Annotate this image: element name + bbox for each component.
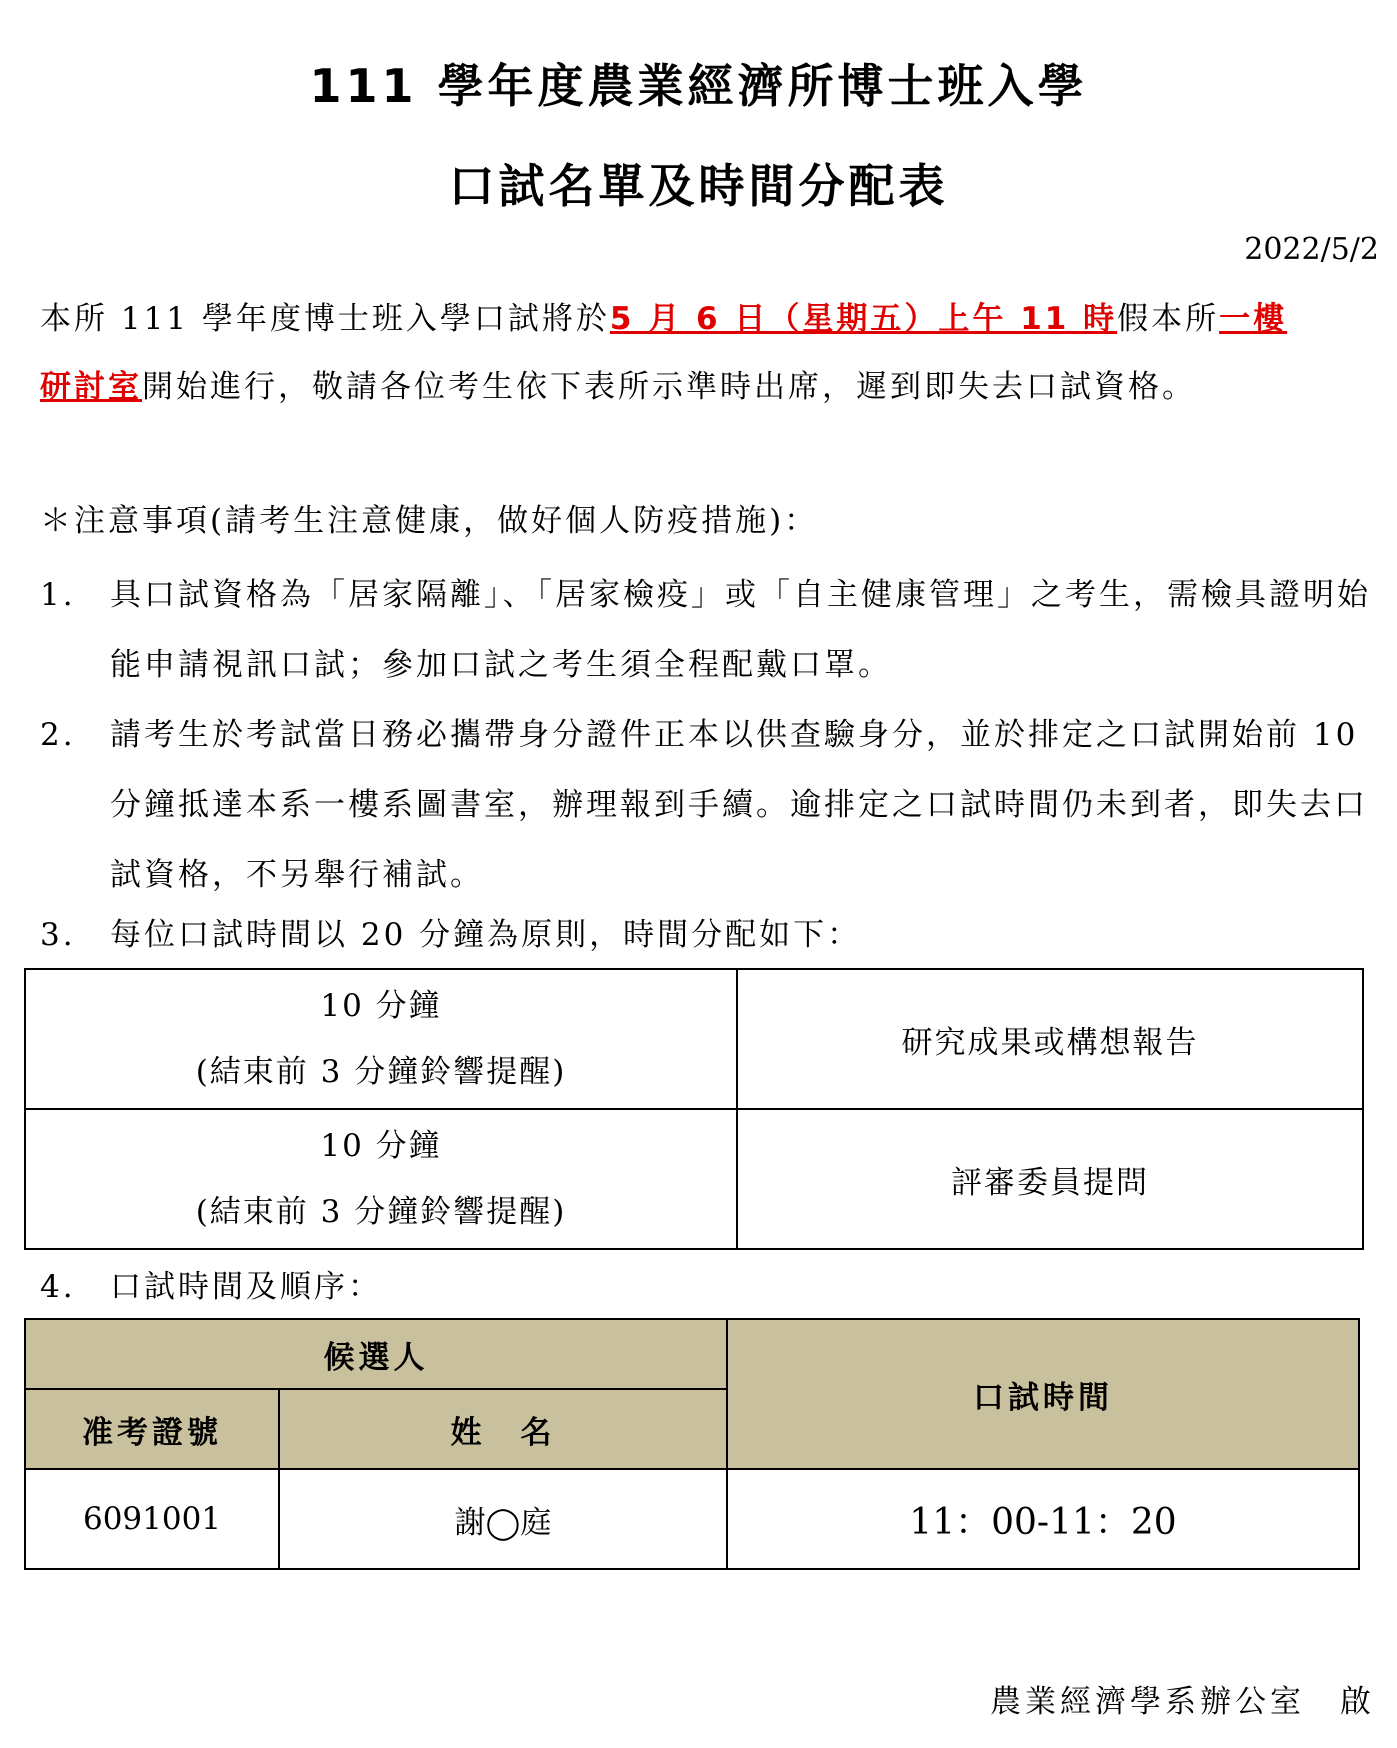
item-number: 4. [40, 1269, 76, 1305]
item-text: 具口試資格為「居家隔離」、「居家檢疫」或「自主健康管理」之考生，需檢具證明始能申請視訊口試；參加口試之考生須全程配戴口罩。 [110, 577, 1371, 683]
header-candidate: 候選人 [25, 1319, 727, 1389]
intro-place-highlight-a: 一樓 [1219, 301, 1288, 337]
table-row [25, 1109, 1363, 1249]
time-allocation-table [24, 968, 1364, 1250]
notice-item-3 [40, 910, 1380, 960]
schedule-table [24, 1318, 1360, 1570]
duration: 10 分鐘 [320, 1128, 442, 1164]
item-text: 請考生於考試當日務必攜帶身分證件正本以供查驗身分，並於排定之口試開始前 10 分鐘抵達本系一樓系圖書室，辦理報到手續。逾排定之口試時間仍未到者，即失去口試資格，不另舉行補試。 [110, 717, 1368, 893]
item-number: 2. [40, 717, 76, 753]
table-row [25, 1469, 1359, 1569]
intro-text-3: 開始進行，敬請各位考生依下表所示準時出席，遲到即失去口試資格。 [142, 369, 1196, 405]
header-name: 姓 名 [279, 1389, 727, 1469]
allocation-activity-cell: 研究成果或構想報告 [737, 969, 1363, 1109]
page-subtitle: 口試名單及時間分配表 [448, 159, 949, 213]
cell-time: 11：00-11：20 [727, 1469, 1359, 1569]
item-text: 口試時間及順序： [110, 1269, 382, 1305]
allocation-activity-cell: 評審委員提問 [737, 1109, 1363, 1249]
intro-place-highlight-b: 研討室 [40, 369, 142, 405]
notice-item-1 [40, 560, 1380, 700]
intro-time-highlight: 5 月 6 日（星期五）上午 11 時 [609, 301, 1118, 337]
page-title: 111 學年度農業經濟所博士班入學 [309, 59, 1088, 113]
reminder: (結束前 3 分鐘鈴響提醒) [195, 1054, 567, 1090]
duration: 10 分鐘 [320, 988, 442, 1024]
item-number: 1. [40, 577, 76, 613]
allocation-duration-cell [25, 1109, 737, 1249]
header-id: 准考證號 [25, 1389, 279, 1469]
table-header-row [25, 1319, 1359, 1389]
intro-paragraph [40, 285, 1380, 421]
notice-item-4 [40, 1262, 1380, 1312]
notice-title: ＊注意事項(請考生注意健康，做好個人防疫措施)： [40, 503, 819, 539]
item-text: 每位口試時間以 20 分鐘為原則，時間分配如下： [110, 917, 862, 953]
item-number: 3. [40, 917, 76, 953]
signature: 農業經濟學系辦公室 啟 [990, 1684, 1375, 1720]
allocation-duration-cell [25, 969, 737, 1109]
header-time: 口試時間 [727, 1319, 1359, 1469]
document-date: 2022/5/2 [1244, 232, 1379, 267]
reminder: (結束前 3 分鐘鈴響提醒) [195, 1194, 567, 1230]
table-row [25, 969, 1363, 1109]
intro-text-1: 本所 111 學年度博士班入學口試將於 [40, 301, 610, 337]
notice-item-2 [40, 700, 1380, 910]
intro-text-2: 假本所 [1117, 301, 1220, 337]
cell-id: 6091001 [25, 1469, 279, 1569]
cell-name: 謝◯庭 [279, 1469, 727, 1569]
